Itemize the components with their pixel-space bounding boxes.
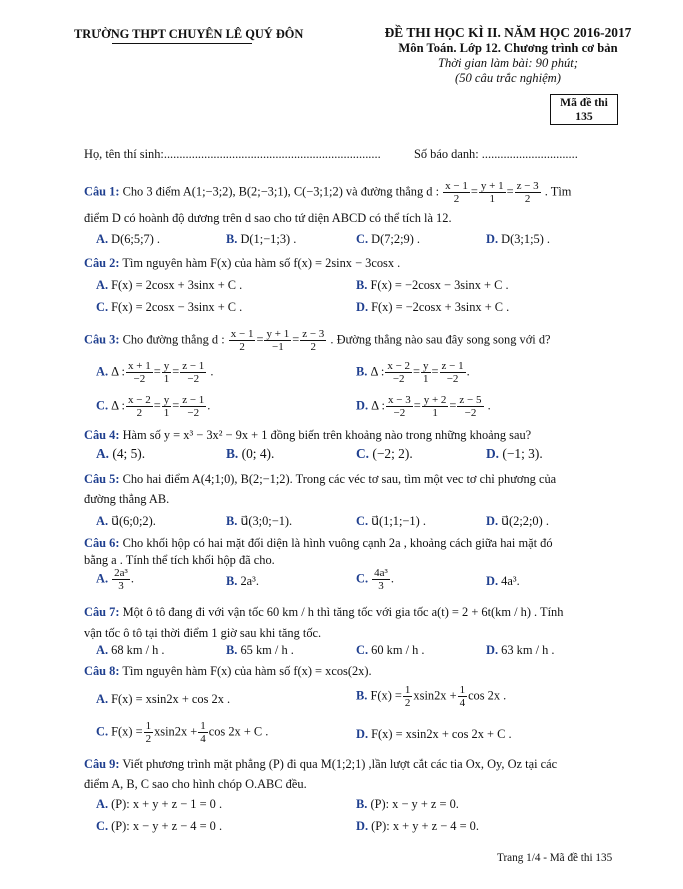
q7-option-c: C. 60 km / h .: [356, 643, 425, 657]
exam-subject: Môn Toán. Lớp 12. Chương trình cơ bản: [398, 41, 618, 55]
candidate-id-line: Số báo danh: ...............................: [414, 147, 578, 161]
q3-option-b: B. Δ : $\frac{x - 2}{-2}$ = $\frac{y}{1}$ = $\frac{z - 1}{-2}$ .: [356, 360, 470, 385]
q4-option-c: C. (−2; 2).: [356, 446, 413, 461]
q2-option-c: C. F(x) = 2cosx − 3sinx + C .: [96, 300, 243, 314]
q5-option-b: B. u⃗(3;0;−1).: [226, 514, 293, 528]
exam-time: Thời gian làm bài: 90 phút;: [437, 56, 578, 70]
q6-option-c: C. $\frac{\text{4a³}}{3}$ .: [356, 567, 394, 592]
q9-option-b: B. (P): x − y + z = 0.: [356, 797, 459, 811]
q3-option-a: A. Δ : $\frac{x + 1}{-2}$ = $\frac{y}{1}$ = $\frac{z - 1}{-2}$ .: [96, 360, 214, 385]
q5-option-d: D. u⃗(2;2;0) .: [486, 514, 549, 528]
q8-option-a: A. F(x) = xsin2x + cos 2x .: [96, 692, 231, 706]
exam-code-box: [550, 94, 618, 125]
q9-option-d: D. (P): x + y + z − 4 = 0.: [356, 819, 479, 833]
q3-option-c: C. Δ : $\frac{x - 2}{2}$ = $\frac{y}{1}$ = $\frac{z - 1}{-2}$ .: [96, 394, 211, 419]
q4-option-a: A. (4; 5).: [96, 446, 146, 461]
candidate-name-line: Họ, tên thí sinh:......................................................................: [84, 147, 381, 161]
question-9-line2: điểm A, B, C sao cho hình chóp O.ABC đều.: [84, 777, 307, 791]
question-3-stem: Câu 3: Cho đường thẳng d : $\frac{x - 1}{2}$ = $\frac{y + 1}{-1}$ = $\frac{z - 3}{2}$ . Đường thẳng nào sau đây song song với d?: [84, 328, 551, 353]
q8-option-b: B. F(x) = $\frac{1}{2}$ xsin2x + $\frac{1}{4}$ cos 2x .: [356, 684, 507, 709]
q9-option-a: A. (P): x + y + z − 1 = 0 .: [96, 797, 223, 811]
q4-option-d: D. (−1; 3).: [486, 446, 543, 461]
question-7-stem: Câu 7: Một ô tô đang đi với vận tốc 60 km / h thì tăng tốc với gia tốc a(t) = 2 + 6t(km / h) . Tính: [84, 605, 564, 619]
question-5-line2: đường thẳng AB.: [84, 492, 170, 506]
question-7-line2: vận tốc ô tô tại thời điểm 1 giờ sau khi tăng tốc.: [84, 626, 322, 640]
q3-option-d: D. Δ : $\frac{x - 3}{-2}$ = $\frac{y + 2}{1}$ = $\frac{z - 5}{-2}$ .: [356, 394, 491, 419]
q5-option-a: A. u⃗(6;0;2).: [96, 514, 156, 528]
exam-code: 135: [575, 110, 593, 123]
exam-title: ĐỀ THI HỌC KÌ II. NĂM HỌC 2016-2017: [384, 25, 632, 40]
q6-option-a: A. $\frac{\text{2a³}}{3}$ .: [96, 567, 134, 592]
question-6-stem: Câu 6: Cho khối hộp có hai mặt đối diện là hình vuông cạnh 2a , khoảng cách giữa hai mặt đó: [84, 536, 553, 550]
q2-option-a: A. F(x) = 2cosx + 3sinx + C .: [96, 278, 243, 292]
q7-option-b: B. 65 km / h .: [226, 643, 294, 657]
q9-option-c: C. (P): x − y + z − 4 = 0 .: [96, 819, 223, 833]
page-footer: Trang 1/4 - Mã đề thi 135: [497, 852, 613, 864]
exam-code-label: Mã đề thi: [560, 96, 608, 109]
question-1-stem: Câu 1: Cho 3 điểm A(1;−3;2), B(2;−3;1), C(−3;1;2) và đường thẳng d : $\frac{x - 1}{2}$ = $\frac{y + 1}{1}$ = $\frac{z - 3}{2}$ . Tìm: [84, 180, 572, 205]
q2-option-d: D. F(x) = −2cosx + 3sinx + C .: [356, 300, 510, 314]
q6-option-b: B. 2a³.: [226, 574, 259, 588]
q8-option-c: C. F(x) = $\frac{1}{2}$ xsin2x + $\frac{1}{4}$ cos 2x + C .: [96, 720, 269, 745]
q6-option-d: D. 4a³.: [486, 574, 520, 588]
question-8-stem: Câu 8: Tìm nguyên hàm F(x) của hàm số f(x) = xcos(2x).: [84, 664, 372, 678]
question-4-stem: Câu 4: Hàm số y = x³ − 3x² − 9x + 1 đồng biến trên khoảng nào trong những khoảng sau?: [84, 428, 532, 442]
q7-option-a: A. 68 km / h .: [96, 643, 165, 657]
q7-option-d: D. 63 km / h .: [486, 643, 555, 657]
question-1-line2: điểm D có hoành độ dương trên d sao cho tứ diện ABCD có thể tích là 12.: [84, 211, 452, 225]
exam-header: [372, 25, 644, 86]
q8-option-d: D. F(x) = xsin2x + cos 2x + C .: [356, 727, 512, 741]
q1-option-d: D. D(3;1;5) .: [486, 232, 551, 246]
q1-option-a: A. D(6;5;7) .: [96, 232, 161, 246]
question-5-stem: Câu 5: Cho hai điểm A(4;1;0), B(2;−1;2). Trong các véc tơ sau, tìm một vec tơ chỉ phương của: [84, 472, 557, 486]
question-2-stem: Câu 2: Tìm nguyên hàm F(x) của hàm số f(x) = 2sinx − 3cosx .: [84, 256, 401, 270]
school-name: TRƯỜNG THPT CHUYÊN LÊ QUÝ ĐÔN: [74, 27, 303, 42]
question-label: Câu 1:: [84, 184, 120, 199]
q1-option-b: B. D(1;−1;3) .: [226, 232, 297, 246]
q5-option-c: C. u⃗(1;1;−1) .: [356, 514, 426, 528]
question-6-line2: bằng a . Tính thể tích khối hộp đã cho.: [84, 553, 275, 567]
q2-option-b: B. F(x) = −2cosx − 3sinx + C .: [356, 278, 509, 292]
question-9-stem: Câu 9: Viết phương trình mặt phẳng (P) đi qua M(1;2;1) ,lần lượt cắt các tia Ox, Oy, Oz tại các: [84, 757, 558, 771]
q1-option-c: C. D(7;2;9) .: [356, 232, 421, 246]
q4-option-b: B. (0; 4).: [226, 446, 275, 461]
exam-count: (50 câu trắc nghiệm): [455, 71, 561, 85]
